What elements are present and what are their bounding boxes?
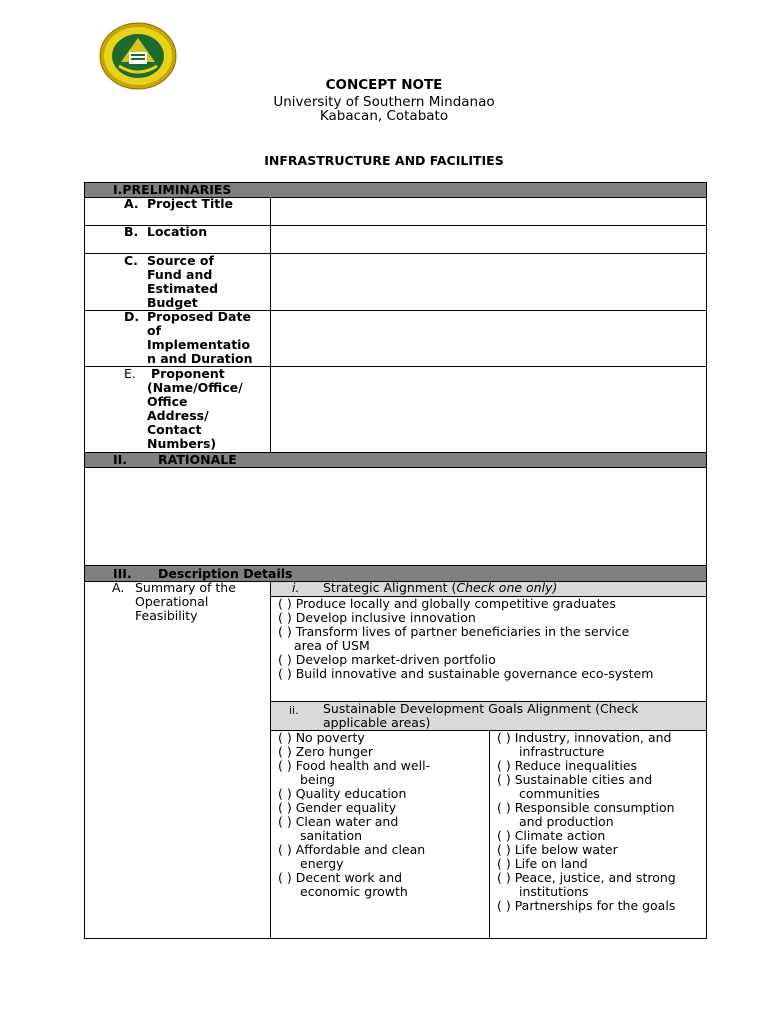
sdg-option-continuation: infrastructure xyxy=(519,744,605,759)
sdg-option[interactable]: ( ) Peace, justice, and strong xyxy=(497,870,676,885)
sdg-alignment-heading: Sustainable Development Goals Alignment (Check applicable areas) xyxy=(323,701,639,730)
section-description-number: III. xyxy=(113,566,132,581)
university-name: University of Southern Mindanao xyxy=(273,94,495,110)
sdg-option[interactable]: ( ) Clean water and xyxy=(278,814,399,829)
sdg-option[interactable]: ( ) Food health and well- xyxy=(278,758,431,773)
sdg-option[interactable]: ( ) Sustainable cities and xyxy=(497,772,653,787)
strategic-option-list xyxy=(278,597,653,681)
sdg-option-continuation: communities xyxy=(519,786,600,801)
section-rationale-label: RATIONALE xyxy=(158,452,237,467)
sdg-option-continuation: being xyxy=(300,772,335,787)
sdg-option[interactable]: ( ) No poverty xyxy=(278,730,365,745)
prelim-marker-c: C. xyxy=(124,253,138,268)
sdg-option[interactable]: ( ) Responsible consumption xyxy=(497,800,675,815)
summary-marker: A. xyxy=(112,580,125,595)
strategic-alignment-heading: Strategic Alignment (Check one only) xyxy=(323,580,558,595)
strategic-option[interactable]: ( ) Produce locally and globally competitive graduates xyxy=(278,596,616,611)
document-title: CONCEPT NOTE xyxy=(325,77,443,93)
prelim-marker-d: D. xyxy=(124,309,140,324)
prelim-label-proponent: Proponent (Name/Office/ Office Address/ Contact Numbers) xyxy=(147,366,243,451)
sdg-option[interactable]: ( ) Reduce inequalities xyxy=(497,758,638,773)
prelim-label-proposed-date: Proposed Date of Implementatio n and Duration xyxy=(147,309,253,366)
sdg-option[interactable]: ( ) Partnerships for the goals xyxy=(497,898,676,913)
section-preliminaries-label: I.PRELIMINARIES xyxy=(113,182,232,197)
sdg-option-continuation: and production xyxy=(519,814,614,829)
proposed-date-field[interactable] xyxy=(271,311,706,366)
sdg-option[interactable]: ( ) Climate action xyxy=(497,828,606,843)
strategic-alignment-marker: i. xyxy=(292,580,300,595)
sdg-option[interactable]: ( ) Quality education xyxy=(278,786,407,801)
strategic-option-continuation: area of USM xyxy=(294,638,370,653)
rationale-field[interactable] xyxy=(84,467,707,566)
sdg-alignment-marker: ii. xyxy=(289,704,299,717)
sdg-option-continuation: economic growth xyxy=(300,884,408,899)
section-rationale-bar xyxy=(84,452,707,468)
sdg-option-continuation: institutions xyxy=(519,884,589,899)
sdg-option[interactable]: ( ) Life on land xyxy=(497,856,588,871)
location-field[interactable] xyxy=(271,226,706,253)
section-rationale-number: II. xyxy=(113,452,128,467)
prelim-marker-a: A. xyxy=(124,196,139,211)
prelim-marker-b: B. xyxy=(124,224,139,239)
strategic-option[interactable]: ( ) Develop market-driven portfolio xyxy=(278,652,496,667)
university-location: Kabacan, Cotabato xyxy=(319,108,449,124)
source-of-fund-field[interactable] xyxy=(271,254,706,310)
sdg-option[interactable]: ( ) Decent work and xyxy=(278,870,403,885)
project-title-field[interactable] xyxy=(271,198,706,225)
sdg-left-column xyxy=(278,731,430,899)
sdg-right-column xyxy=(497,731,676,913)
sdg-option-continuation: energy xyxy=(300,856,344,871)
prelim-label-source-fund: Source of Fund and Estimated Budget xyxy=(147,253,219,310)
sdg-option-continuation: sanitation xyxy=(300,828,363,843)
section-description-label: Description Details xyxy=(158,566,293,581)
sdg-option[interactable]: ( ) Industry, innovation, and xyxy=(497,730,672,745)
sdg-option[interactable]: ( ) Gender equality xyxy=(278,800,397,815)
strategic-option[interactable]: ( ) Build innovative and sustainable governance eco-system xyxy=(278,666,654,681)
document-subtitle: INFRASTRUCTURE AND FACILITIES xyxy=(264,153,504,168)
sdg-option[interactable]: ( ) Zero hunger xyxy=(278,744,373,759)
summary-label: Summary of the Operational Feasibility xyxy=(135,580,236,623)
prelim-marker-e: E. xyxy=(124,366,136,381)
strategic-option[interactable]: ( ) Develop inclusive innovation xyxy=(278,610,476,625)
strategic-option[interactable]: ( ) Transform lives of partner beneficiaries in the service xyxy=(278,624,630,639)
prelim-label-project-title: Project Title xyxy=(147,196,233,211)
prelim-label-location: Location xyxy=(147,224,208,239)
sdg-option[interactable]: ( ) Affordable and clean xyxy=(278,842,426,857)
proponent-field[interactable] xyxy=(271,367,706,452)
sdg-option[interactable]: ( ) Life below water xyxy=(497,842,618,857)
